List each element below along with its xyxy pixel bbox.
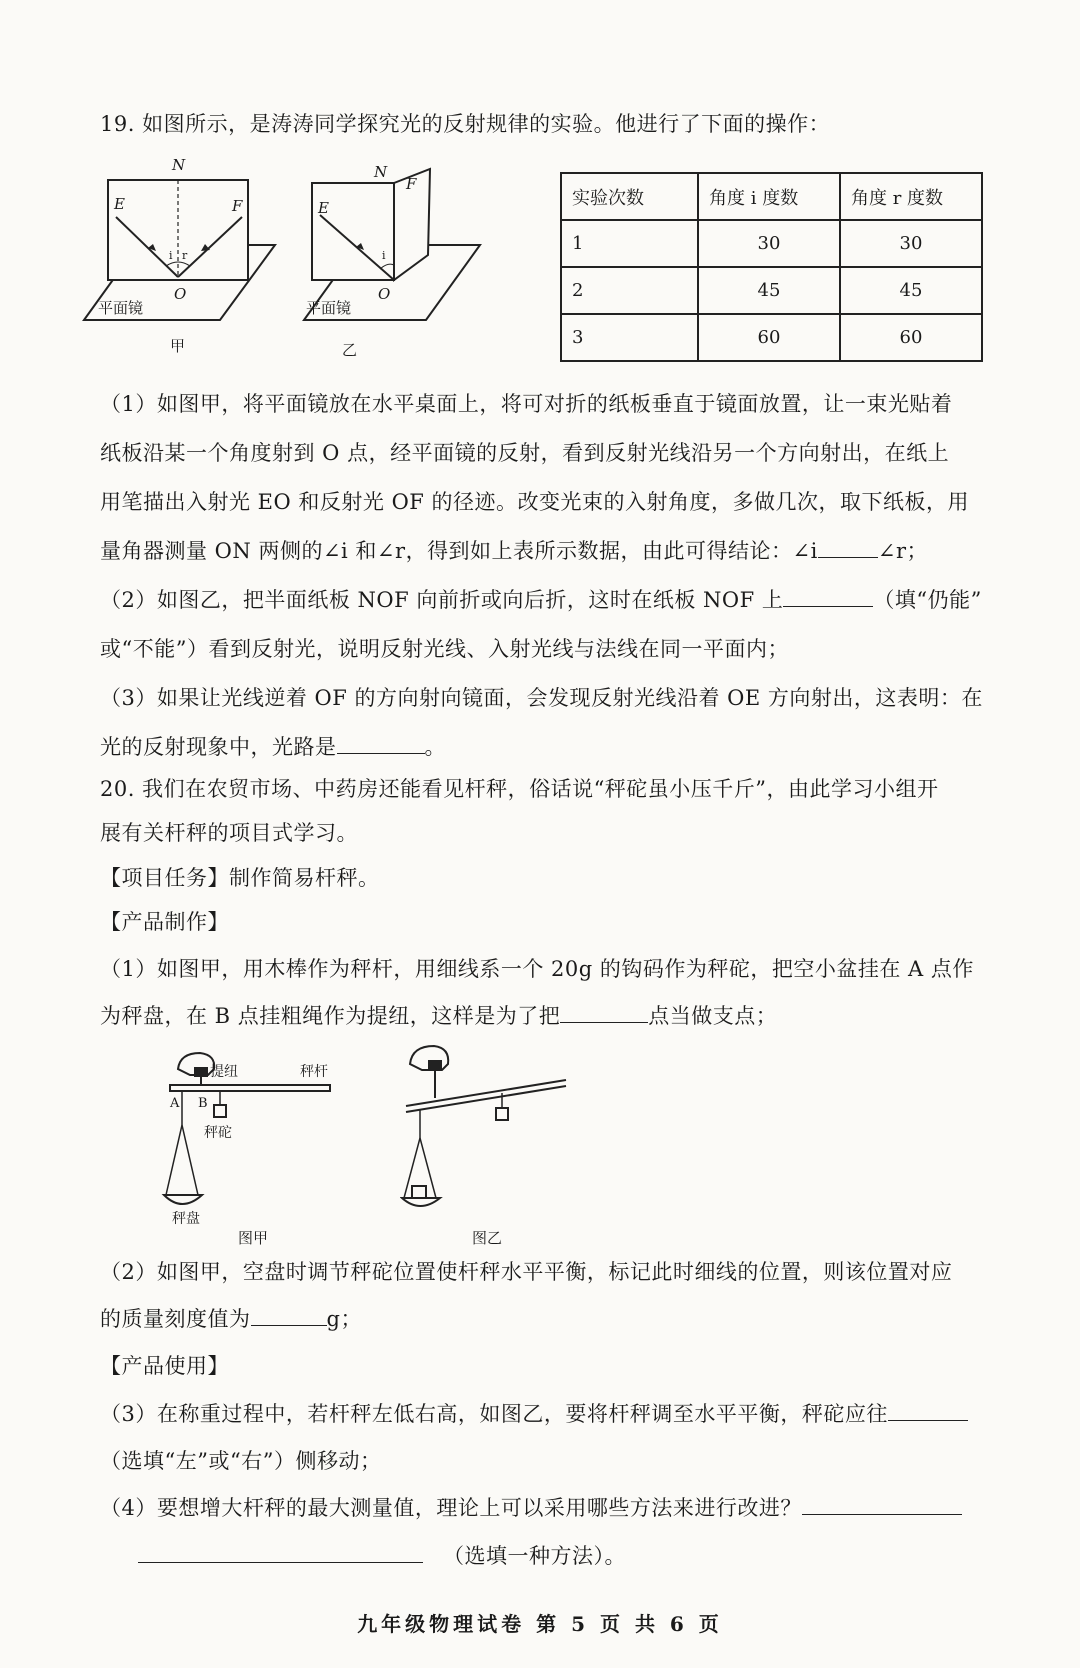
q20-part4-line2 [138,1540,626,1570]
q20-part1-text: 为秤盘，在 B 点挂粗绳作为提纽，这样是为了把 [100,1004,561,1028]
table-cell: 1 [561,220,698,267]
table-cell: 60 [698,314,840,361]
table-cell: 30 [840,220,982,267]
fig-jia-chenggan-label: 秤杆 [300,1064,328,1080]
q20-figure-jia [160,1045,360,1240]
fig-yi-label-i: i [382,249,386,262]
fig-jia-a-label: A [170,1096,180,1111]
q20-figure-yi [400,1038,570,1223]
answer-blank[interactable] [802,1496,962,1515]
fig-jia-chengpan-label: 秤盘 [172,1211,200,1227]
q20-product-use: 【产品使用】 [100,1354,229,1378]
answer-blank[interactable] [783,588,873,607]
q19-figure-yi [300,155,500,365]
fig-jia-b-label: B [198,1096,208,1111]
answer-blank[interactable] [337,735,425,754]
table-row [561,314,982,361]
table-cell: 3 [561,314,698,361]
page-footer: 九年级物理试卷 第 5 页 共 6 页 [357,1612,723,1636]
fig-yi-label-e: E [318,199,329,217]
q19-part1-text-end: ∠r； [877,539,929,563]
answer-blank[interactable] [560,1004,648,1023]
q20-product-making: 【产品制作】 [100,910,229,934]
fig-jia-label-i: i [169,249,173,262]
fig-jia-chengtuo-label: 秤砣 [204,1125,232,1141]
q20-part4-text: （选填一种方法）。 [443,1544,626,1568]
fig-yi-mirror-label: 平面镜 [306,299,352,317]
table-header-row [561,173,982,220]
q19-part1-text: 量角器测量 ON 两侧的∠i 和∠r，得到如上表所示数据，由此可得结论：∠i [100,539,818,563]
q20-part3-text: （3）在称重过程中，若杆秤左低右高，如图乙，要将杆秤调至水平平衡，秤砣应往 [100,1402,888,1426]
fig-yi-label-n: N [374,163,388,181]
fig-jia-label-n: N [172,156,186,174]
table-cell: 2 [561,267,698,314]
q20-part2-text-end: g； [326,1307,362,1331]
q19-data-table [560,172,983,362]
table-header-cell: 角度 r 度数 [840,173,982,220]
q20-stem-line2: 展有关杆秤的项目式学习。 [100,821,358,845]
q20-part4-text: （4）要想增大杆秤的最大测量值，理论上可以采用哪些方法来进行改进？ [100,1496,802,1520]
answer-blank[interactable] [138,1544,423,1563]
table-cell: 60 [840,314,982,361]
table-cell: 45 [840,267,982,314]
fig-jia-label-o: O [174,285,187,303]
table-cell: 45 [698,267,840,314]
fig-jia-caption: 甲 [170,337,186,355]
q20-part3-line2: （选填“左”或“右”）侧移动； [100,1449,382,1473]
q20-part2-line1: （2）如图甲，空盘时调节秤砣位置使杆秤水平平衡，标记此时细线的位置，则该位置对应 [100,1260,953,1284]
q20-part4-line1 [100,1492,962,1522]
q20-figure-jia-caption: 图甲 [238,1229,269,1247]
q19-part3-text-end: 。 [424,735,446,759]
q19-part1-line4 [100,535,928,565]
q19-part3-line2 [100,731,446,761]
q19-part2-text: （2）如图乙，把半面纸板 NOF 向前折或向后折，这时在纸板 NOF 上 [100,588,784,612]
q20-figure-yi-caption: 图乙 [472,1229,503,1247]
q20-project-task: 【项目任务】制作简易杆秤。 [100,866,380,890]
table-cell: 30 [698,220,840,267]
q19-part2-text-end: （填“仍能” [873,588,982,612]
q20-part3-line1 [100,1398,968,1428]
q19-stem: 19. 如图所示，是涛涛同学探究光的反射规律的实验。他进行了下面的操作： [100,112,831,136]
table-header-cell: 角度 i 度数 [698,173,840,220]
fig-jia-label-f: F [232,197,243,215]
table-header-cell: 实验次数 [561,173,698,220]
q19-figure-jia [80,155,290,360]
q20-part1-text-end: 点当做支点； [648,1004,778,1028]
q20-part1-line1: （1）如图甲，用木棒作为秤杆，用细线系一个 20g 的钩码作为秤砣，把空小盆挂在 A 点作 [100,957,974,981]
table-row [561,220,982,267]
q19-part2-line2: 或“不能”）看到反射光，说明反射光线、入射光线与法线在同一平面内； [100,637,789,661]
fig-jia-label-e: E [114,195,125,213]
q19-part1-line1: （1）如图甲，将平面镜放在水平桌面上，将可对折的纸板垂直于镜面放置，让一束光贴着 [100,392,953,416]
q19-part1-line2: 纸板沿某一个角度射到 O 点，经平面镜的反射，看到反射光线沿另一个方向射出，在纸上 [100,441,950,465]
answer-blank[interactable] [818,539,878,558]
fig-yi-caption: 乙 [342,341,358,359]
answer-blank[interactable] [888,1402,968,1421]
answer-blank[interactable] [251,1307,327,1326]
q20-stem-line1: 20. 我们在农贸市场、中药房还能看见杆秤，俗话说“秤砣虽小压千斤”，由此学习小组开 [100,777,939,801]
fig-yi-label-o: O [378,285,391,303]
table-row [561,267,982,314]
q19-part2-line1 [100,584,982,614]
q19-part1-line3: 用笔描出入射光 EO 和反射光 OF 的径迹。改变光束的入射角度，多做几次，取下纸板，用 [100,490,970,514]
q19-part3-text: 光的反射现象中，光路是 [100,735,337,759]
q20-part1-line2 [100,1000,777,1030]
fig-jia-label-r: r [182,249,188,262]
q20-part2-line2 [100,1303,362,1333]
q20-part2-text: 的质量刻度值为 [100,1307,251,1331]
fig-jia-mirror-label: 平面镜 [98,299,144,317]
fig-yi-label-f: F [406,175,417,193]
q19-part3-line1: （3）如果让光线逆着 OF 的方向射向镜面，会发现反射光线沿着 OE 方向射出，这表明：在 [100,686,983,710]
fig-jia-tiniu-label: 提纽 [210,1064,238,1080]
